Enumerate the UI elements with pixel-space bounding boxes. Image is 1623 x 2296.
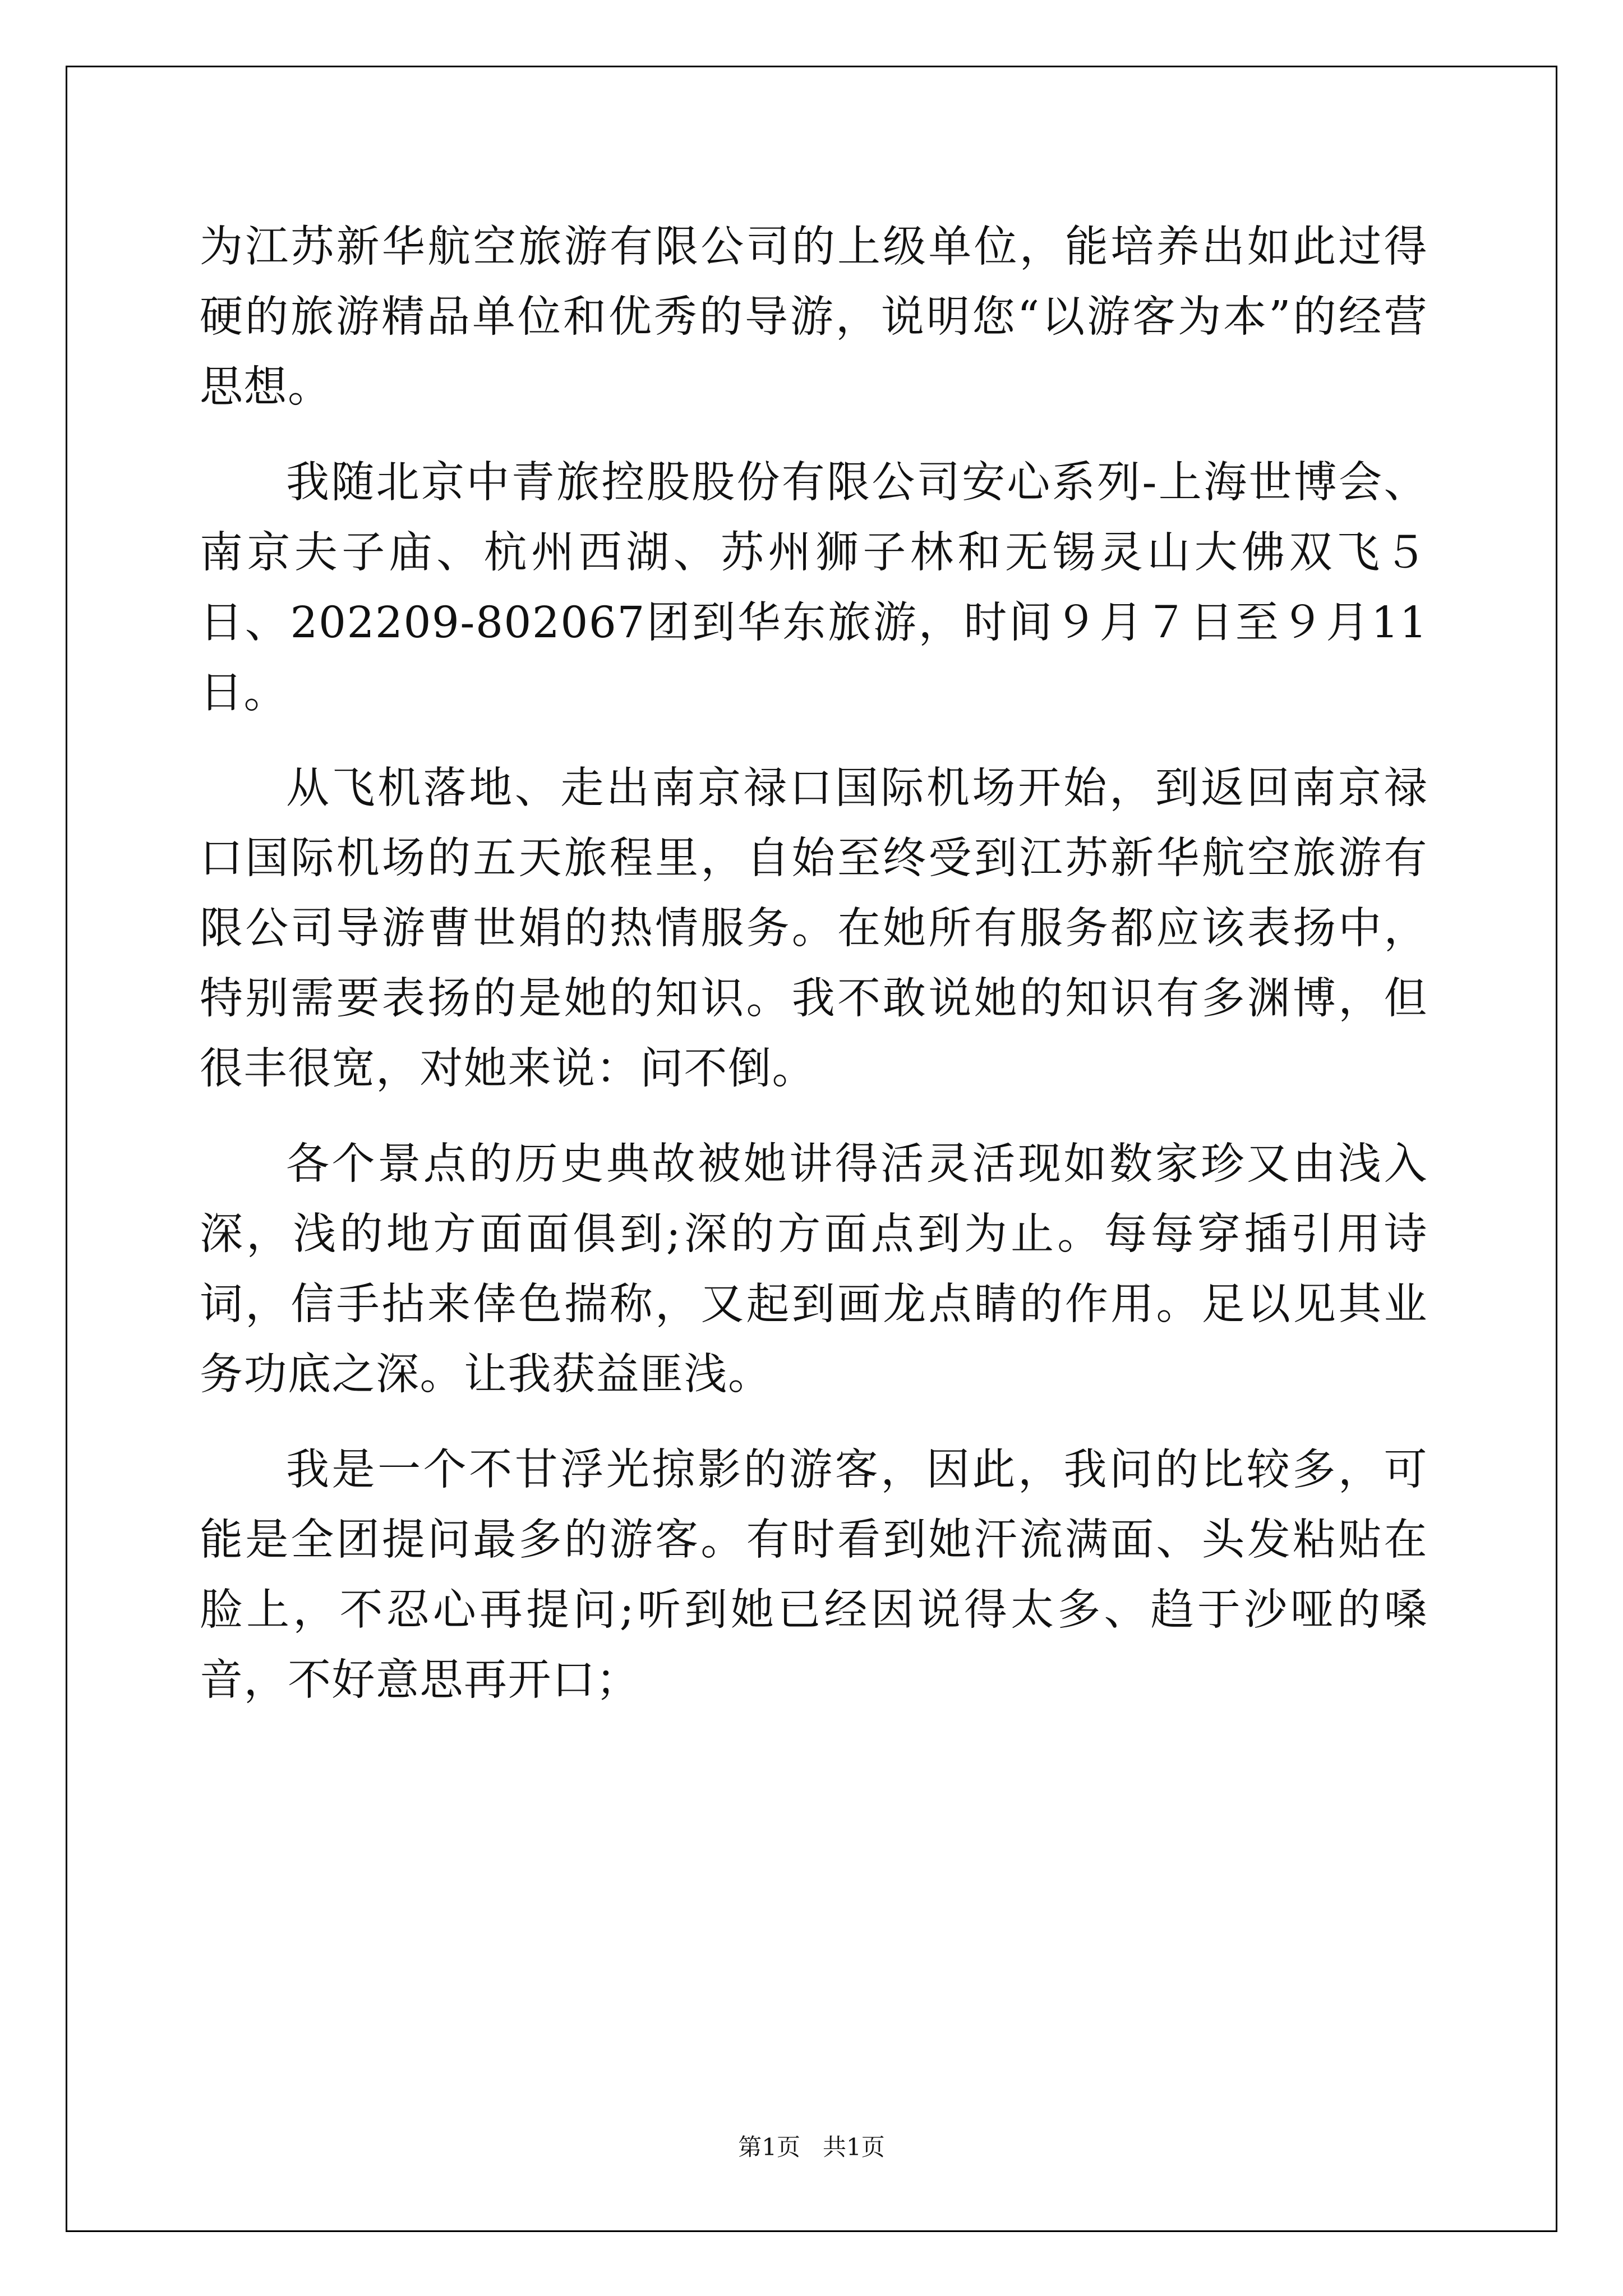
page-footer bbox=[0, 2132, 1623, 2163]
page-number: 第1页 bbox=[738, 2133, 800, 2161]
paragraph-5: 我是一个不甘浮光掠影的游客，因此，我问的比较多，可能是全团提问最多的游客。有时看到她汗流满面、头发粘贴在脸上，不忍心再提问;听到她已经因说得太多、趋于沙哑的嗓音，不好意思再开口； bbox=[200, 1445, 1428, 1705]
document-body bbox=[200, 212, 1428, 1741]
paragraph-4: 各个景点的历史典故被她讲得活灵活现如数家珍又由浅入深，浅的地方面面俱到;深的方面点到为止。每每穿插引用诗词，信手拈来倖色揣称，又起到画龙点睛的作用。足以见其业务功底之深。让我获益匪浅。 bbox=[200, 1139, 1428, 1400]
paragraph-3: 从飞机落地、走出南京禄口国际机场开始，到返回南京禄口国际机场的五天旅程里，自始至终受到江苏新华航空旅游有限公司导游曹世娟的热情服务。在她所有服务都应该表扬中，特别需要表扬的是她的知识。我不敢说她的知识有多渊博，但很丰很宽，对她来说：问不倒。 bbox=[200, 763, 1428, 1094]
paragraph-1: 为江苏新华航空旅游有限公司的上级单位，能培养出如此过得硬的旅游精品单位和优秀的导游，说明您“以游客为本”的经营思想。 bbox=[200, 222, 1428, 412]
paragraph-2: 我随北京中青旅控股股份有限公司安心系列-上海世博会、南京夫子庙、杭州西湖、苏州狮子林和无锡灵山大佛双飞５日、202209-802067团到华东旅游，时间９月７日至９月11日。 bbox=[200, 458, 1428, 718]
page-total: 共1页 bbox=[823, 2133, 885, 2161]
